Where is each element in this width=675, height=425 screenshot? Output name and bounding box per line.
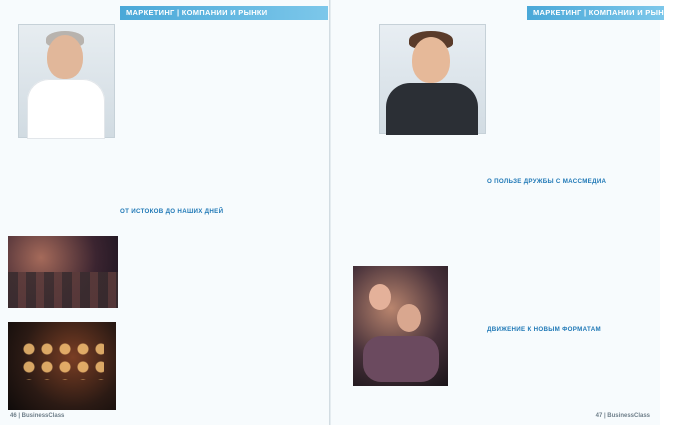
right-page-footer: 47 | BusinessClass — [595, 413, 650, 419]
portrait-head — [47, 35, 83, 79]
club-crowd — [8, 272, 118, 308]
left-header-strip: МАРКЕТИНГ | КОМПАНИИ И РЫНКИ — [120, 6, 328, 20]
left-page-footer: 46 | BusinessClass — [10, 413, 65, 419]
section-heading-history: ОТ ИСТОКОВ ДО НАШИХ ДНЕЙ — [120, 208, 224, 215]
right-page — [331, 0, 675, 425]
portrait-jacket — [386, 83, 478, 135]
club-lights — [20, 340, 104, 380]
right-header-strip: МАРКЕТИНГ | КОМПАНИИ И РЫНКИ — [527, 6, 664, 20]
person-face — [369, 284, 391, 310]
portrait-photo-right — [379, 24, 486, 134]
club-photo-2 — [8, 322, 116, 410]
person-body — [363, 336, 439, 382]
portrait-shirt — [27, 79, 105, 139]
party-photo — [353, 266, 448, 386]
person-face — [397, 304, 421, 332]
left-column-2 — [222, 26, 320, 382]
portrait-head — [412, 37, 450, 83]
left-page — [0, 0, 329, 425]
club-photo-1 — [8, 236, 118, 308]
portrait-photo-left — [18, 24, 115, 138]
left-column-1 — [120, 26, 218, 382]
section-heading-new-formats: ДВИЖЕНИЕ К НОВЫМ ФОРМАТАМ — [487, 326, 601, 333]
section-heading-media: О ПОЛЬЗЕ ДРУЖБЫ С МАССМЕДИА — [487, 178, 607, 185]
